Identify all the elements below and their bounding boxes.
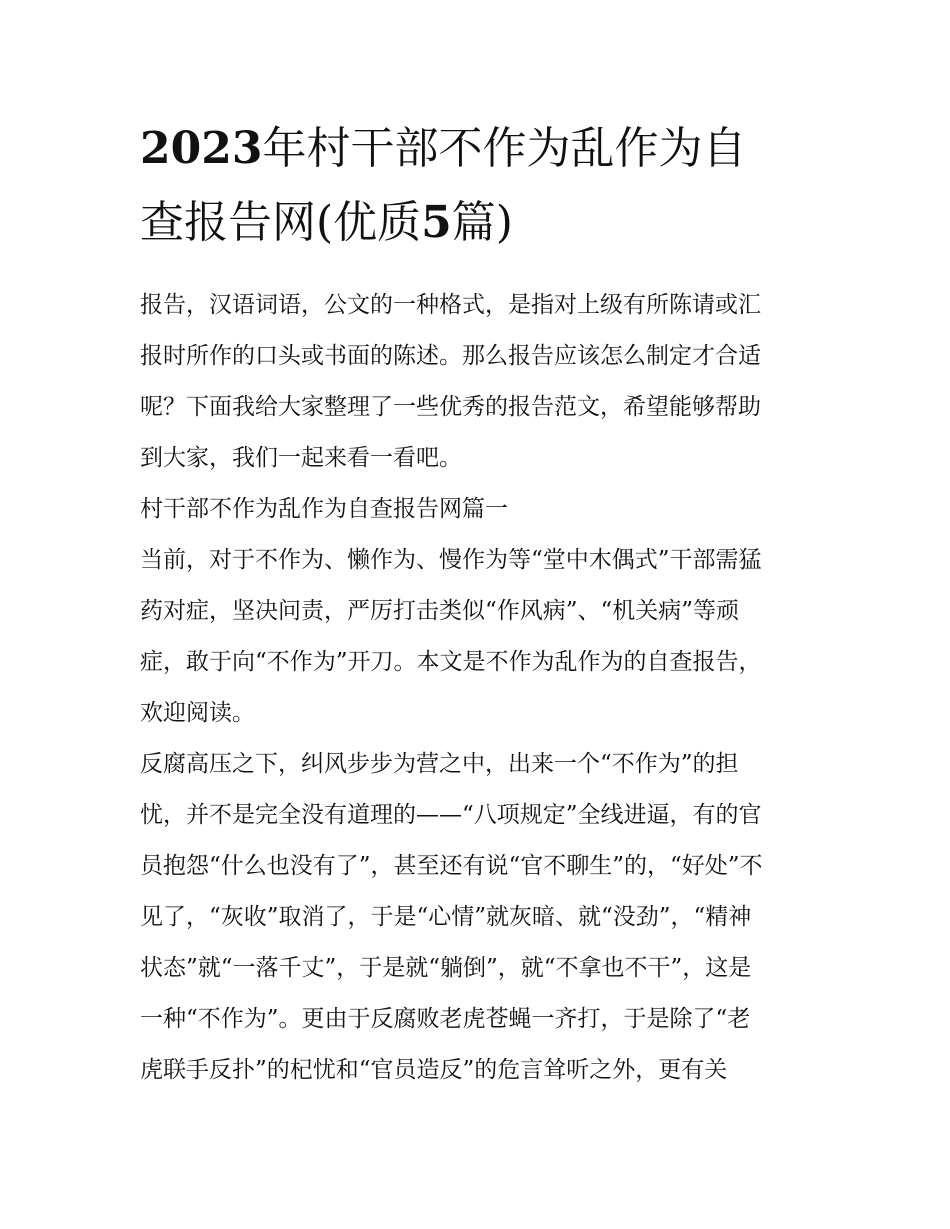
body-line: 见了，“灰收”取消了，于是“心情”就灰暗、就“没劲”，“精神	[140, 904, 752, 930]
body-line: 欢迎阅读。	[140, 700, 255, 726]
body-line: 一种“不作为”。更由于反腐败老虎苍蝇一齐打，于是除了“老	[140, 1006, 751, 1032]
section-heading: 村干部不作为乱作为自查报告网篇一	[140, 496, 508, 522]
body-line: 症，敢于向“不作为”开刀。本文是不作为乱作为的自查报告，	[140, 649, 762, 675]
title-number: 5	[421, 197, 452, 248]
title-line-1	[140, 112, 820, 186]
body-line: 忧，并不是完全没有道理的——“八项规定”全线进逼，有的官	[140, 802, 762, 828]
body-line: 反腐高压之下，纠风步步为营之中，出来一个“不作为”的担	[140, 751, 739, 777]
title-text: 年村干部不作为乱作为自	[262, 123, 747, 174]
body-line: 呢？下面我给大家整理了一些优秀的报告范文，希望能够帮助	[140, 394, 761, 420]
title-text: 查报告网(优质	[140, 197, 422, 248]
title-text: 篇)	[451, 197, 513, 248]
body-line: 当前，对于不作为、懒作为、慢作为等“堂中木偶式”干部需猛	[140, 547, 762, 573]
body-line: 药对症，坚决问责，严厉打击类似“作风病”、“机关病”等顽	[140, 598, 740, 624]
body-line: 状态”就“一落千丈”，于是就“躺倒”，就“不拿也不干”，这是	[140, 955, 752, 981]
body-line: 报时所作的口头或书面的陈述。那么报告应该怎么制定才合适	[140, 343, 761, 369]
body-line: 员抱怨“什么也没有了”，甚至还有说“官不聊生”的，“好处”不	[140, 853, 763, 879]
document-body	[140, 280, 820, 1096]
body-line: 到大家，我们一起来看一看吧。	[140, 445, 462, 471]
body-line: 报告，汉语词语，公文的一种格式，是指对上级有所陈请或汇	[140, 292, 761, 318]
body-line: 虎联手反扑”的杞忧和“官员造反”的危言耸听之外，更有关	[140, 1057, 728, 1083]
title-year: 2023	[140, 123, 263, 174]
title-line-2	[140, 186, 820, 260]
document-title	[140, 112, 820, 260]
